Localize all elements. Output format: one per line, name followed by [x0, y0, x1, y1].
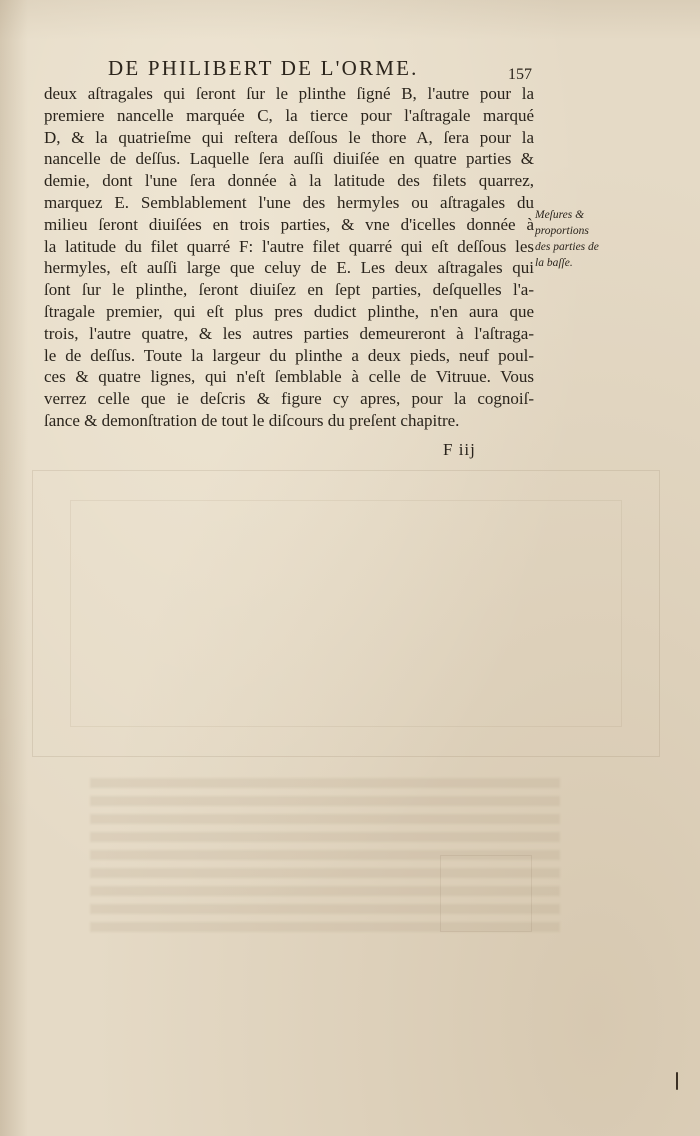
text-line: ſont ſur le plinthe, ſeront diuiſez en ſept parties, deſquelles l'a-: [44, 280, 534, 300]
signature-mark: F iij: [443, 440, 476, 459]
text-line: hermyles, eſt auſſi large que celuy de E. Les deux aſtragales qui: [44, 258, 534, 278]
bleed-through-inner-frame: [70, 500, 622, 727]
margin-note-line: la baſſe.: [535, 257, 573, 269]
bleed-through-box: [440, 855, 532, 932]
text-line: le de deſſus. Toute la largeur du plinthe a deux pieds, neuf poul-: [44, 345, 534, 365]
margin-note-line: Meſures &: [535, 209, 585, 221]
page-header: [90, 54, 550, 84]
text-line: milieu ſeront diuiſées en trois parties, & vne d'icelles donnée à: [44, 214, 534, 234]
text-line: D, & la quatrieſme qui reſtera deſſous le thore A, ſera pour la: [44, 127, 534, 147]
text-line: ſtragale premier, qui eſt plus pres dudict plinthe, n'en aura que: [44, 301, 534, 321]
text-line: premiere nancelle marquée C, la tierce pour l'aſtragale marqué: [44, 105, 534, 125]
text-line: nancelle de deſſus. Laquelle ſera auſſi diuiſée en quatre parties &: [44, 149, 534, 169]
margin-note-line: des parties de: [535, 241, 599, 253]
text-line: deux aſtragales qui ſeront ſur le plinthe ſigné B, l'autre pour la: [44, 84, 534, 103]
text-line: ſance & demonſtration de tout le diſcours du preſent chapitre.: [44, 410, 460, 430]
running-head: DE PHILIBERT DE L'ORME.: [108, 56, 419, 80]
page-number: 157: [508, 66, 532, 83]
margin-note-line: proportions: [535, 225, 589, 237]
text-line: verrez celle que ie deſcris & figure cy apres, pour la cognoiſ-: [44, 389, 534, 409]
bleed-through-text: [90, 770, 560, 940]
bleed-through-frame: [32, 470, 660, 757]
margin-note: [535, 207, 615, 271]
text-line: la latitude du filet quarré F: l'autre filet quarré qui eſt deſſous les: [44, 236, 534, 256]
body-text: [44, 83, 534, 432]
text-line: demie, dont l'une ſera donnée à la latitude des filets quarrez,: [44, 171, 534, 191]
text-line: marquez E. Semblablement l'une des hermyles ou aſtragales du: [44, 192, 534, 212]
text-line: ces & quatre lignes, qui n'eſt ſemblable à celle de Vitruue. Vous: [44, 367, 534, 387]
page-edge-mark: [676, 1072, 678, 1090]
text-line: trois, l'autre quatre, & les autres parties demeureront à l'aſtraga-: [44, 323, 534, 343]
